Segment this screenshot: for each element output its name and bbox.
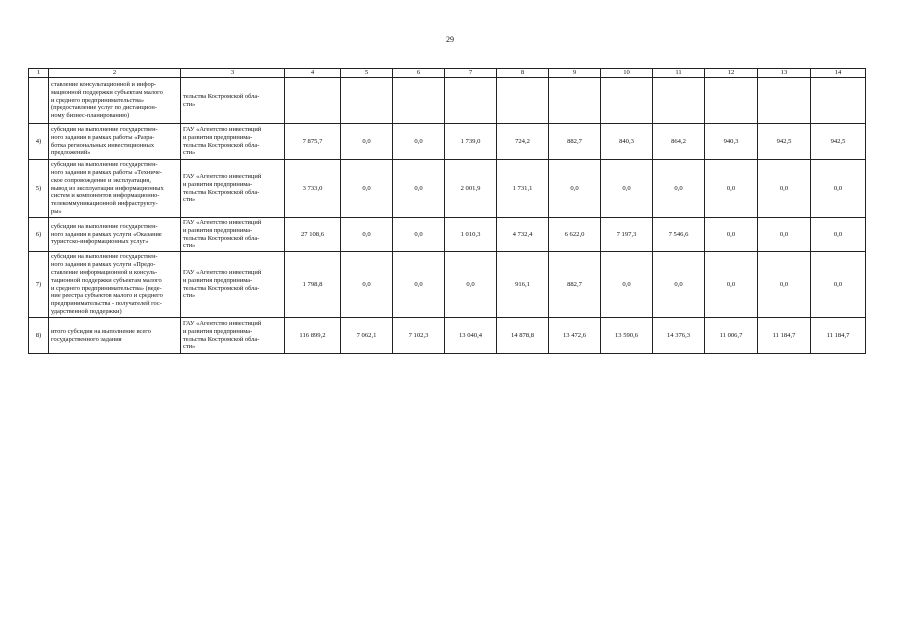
value-cell: 0,0 bbox=[705, 252, 758, 318]
value-cell bbox=[549, 78, 601, 124]
value-cell: 1 731,1 bbox=[497, 160, 549, 218]
description-line: и среднего предпринимательства» (веде- bbox=[51, 284, 162, 292]
table-row bbox=[29, 252, 866, 318]
value-cell: 13 590,6 bbox=[601, 318, 653, 354]
description-line: ское сопровождение и эксплуатация, bbox=[51, 176, 151, 184]
column-header-8: 8 bbox=[497, 69, 549, 78]
row-description bbox=[49, 78, 181, 124]
value-cell: 0,0 bbox=[758, 160, 811, 218]
value-cell bbox=[705, 78, 758, 124]
value-cell bbox=[497, 78, 549, 124]
description-line: предпринимательства - получателей гос- bbox=[51, 300, 162, 308]
value-cell: 0,0 bbox=[341, 252, 393, 318]
value-cell: 0,0 bbox=[341, 124, 393, 160]
table-row bbox=[29, 160, 866, 218]
value-cell: 14 878,8 bbox=[497, 318, 549, 354]
value-cell: 0,0 bbox=[393, 160, 445, 218]
column-header-10: 10 bbox=[601, 69, 653, 78]
organization-line: тельства Костромской обла- bbox=[183, 141, 260, 149]
value-cell: 0,0 bbox=[393, 124, 445, 160]
value-cell bbox=[341, 78, 393, 124]
value-cell: 724,2 bbox=[497, 124, 549, 160]
value-cell: 2 001,9 bbox=[445, 160, 497, 218]
value-cell bbox=[653, 78, 705, 124]
value-cell bbox=[445, 78, 497, 124]
row-index: 6) bbox=[29, 218, 49, 252]
description-line: ного задания в рамках работы «Техниче- bbox=[51, 169, 162, 176]
description-line: телекоммуникационной инфраструкту- bbox=[51, 200, 158, 208]
value-cell: 7 546,6 bbox=[653, 218, 705, 252]
description-line: ставление консультационной и инфор- bbox=[51, 81, 157, 88]
organization-line: и развития предпринима- bbox=[183, 180, 253, 188]
organization-line: тельства Костромской обла- bbox=[183, 92, 260, 100]
value-cell: 7 875,7 bbox=[285, 124, 341, 160]
description-line: вывод из эксплуатации информационных bbox=[51, 184, 164, 192]
value-cell: 13 040,4 bbox=[445, 318, 497, 354]
value-cell: 1 798,8 bbox=[285, 252, 341, 318]
row-organization bbox=[181, 218, 285, 252]
value-cell bbox=[758, 78, 811, 124]
description-line: государственного задания bbox=[51, 335, 122, 343]
table-row bbox=[29, 124, 866, 160]
organization-line: ГАУ «Агентство инвестиций bbox=[183, 125, 262, 133]
organization-line: тельства Костромской обла- bbox=[183, 188, 260, 196]
value-cell bbox=[285, 78, 341, 124]
description-line: итого субсидия на выполнение всего bbox=[51, 327, 151, 335]
row-description bbox=[49, 318, 181, 354]
value-cell: 0,0 bbox=[705, 160, 758, 218]
value-cell: 942,5 bbox=[758, 124, 811, 160]
value-cell: 0,0 bbox=[811, 252, 866, 318]
column-header-5: 5 bbox=[341, 69, 393, 78]
organization-line: ГАУ «Агентство инвестиций bbox=[183, 319, 262, 327]
row-index: 5) bbox=[29, 160, 49, 218]
organization-line: ГАУ «Агентство инвестиций bbox=[183, 172, 262, 180]
value-cell: 0,0 bbox=[393, 218, 445, 252]
value-cell: 916,1 bbox=[497, 252, 549, 318]
row-index: 7) bbox=[29, 252, 49, 318]
value-cell: 0,0 bbox=[601, 160, 653, 218]
description-line: ному бизнес-планированию) bbox=[51, 112, 130, 120]
organization-line: и развития предпринима- bbox=[183, 133, 253, 141]
column-header-11: 11 bbox=[653, 69, 705, 78]
value-cell: 0,0 bbox=[341, 218, 393, 252]
value-cell: 11 006,7 bbox=[705, 318, 758, 354]
description-line: (предоставление услуг по дистанцион- bbox=[51, 104, 157, 112]
description-line: ние реестра субъектов малого и среднего bbox=[51, 292, 163, 300]
row-organization bbox=[181, 160, 285, 218]
value-cell: 11 184,7 bbox=[811, 318, 866, 354]
column-header-1: 1 bbox=[29, 69, 49, 78]
organization-line: и развития предпринима- bbox=[183, 276, 253, 284]
description-line: ного задания в рамках услуги «Предо- bbox=[51, 261, 156, 269]
organization-line: сти» bbox=[183, 196, 196, 204]
value-cell bbox=[393, 78, 445, 124]
page-number: 29 bbox=[446, 35, 454, 44]
value-cell: 840,3 bbox=[601, 124, 653, 160]
column-header-7: 7 bbox=[445, 69, 497, 78]
value-cell: 27 108,6 bbox=[285, 218, 341, 252]
description-line: ного задания в рамках работы «Разра- bbox=[51, 133, 155, 141]
description-line: тационной поддержки субъектам малого bbox=[51, 276, 162, 284]
description-line: туристско-информационных услуг» bbox=[51, 238, 149, 246]
value-cell: 882,7 bbox=[549, 252, 601, 318]
value-cell: 6 622,0 bbox=[549, 218, 601, 252]
column-header-4: 4 bbox=[285, 69, 341, 78]
value-cell: 13 472,6 bbox=[549, 318, 601, 354]
row-organization bbox=[181, 78, 285, 124]
value-cell bbox=[601, 78, 653, 124]
value-cell: 0,0 bbox=[601, 252, 653, 318]
value-cell: 7 197,3 bbox=[601, 218, 653, 252]
description-line: ставление информационной и консуль- bbox=[51, 268, 158, 276]
description-line: субсидия на выполнение государствен- bbox=[51, 125, 158, 133]
row-organization bbox=[181, 124, 285, 160]
description-line: предложений» bbox=[51, 149, 91, 157]
organization-line: сти» bbox=[183, 343, 196, 351]
value-cell: 1 739,0 bbox=[445, 124, 497, 160]
value-cell: 11 184,7 bbox=[758, 318, 811, 354]
organization-line: и развития предпринима- bbox=[183, 327, 253, 335]
organization-line: тельства Костромской обла- bbox=[183, 284, 260, 292]
organization-line: тельства Костромской обла- bbox=[183, 234, 260, 242]
value-cell: 942,5 bbox=[811, 124, 866, 160]
row-organization bbox=[181, 318, 285, 354]
row-index: 8) bbox=[29, 318, 49, 354]
organization-line: ГАУ «Агентство инвестиций bbox=[183, 218, 262, 226]
value-cell: 7 062,1 bbox=[341, 318, 393, 354]
column-header-12: 12 bbox=[705, 69, 758, 78]
row-description bbox=[49, 252, 181, 318]
description-line: ного задания в рамках услуги «Оказание bbox=[51, 230, 162, 238]
row-organization bbox=[181, 252, 285, 318]
value-cell: 0,0 bbox=[393, 252, 445, 318]
column-header-9: 9 bbox=[549, 69, 601, 78]
table-row bbox=[29, 218, 866, 252]
value-cell: 14 376,3 bbox=[653, 318, 705, 354]
value-cell: 864,2 bbox=[653, 124, 705, 160]
value-cell: 940,3 bbox=[705, 124, 758, 160]
column-header-3: 3 bbox=[181, 69, 285, 78]
value-cell: 0,0 bbox=[653, 160, 705, 218]
row-description bbox=[49, 160, 181, 218]
value-cell: 0,0 bbox=[811, 160, 866, 218]
organization-line: ГАУ «Агентство инвестиций bbox=[183, 268, 262, 276]
value-cell bbox=[811, 78, 866, 124]
organization-line: сти» bbox=[183, 292, 196, 300]
value-cell: 4 732,4 bbox=[497, 218, 549, 252]
value-cell: 7 102,3 bbox=[393, 318, 445, 354]
table-row bbox=[29, 78, 866, 124]
value-cell: 0,0 bbox=[705, 218, 758, 252]
organization-line: сти» bbox=[183, 149, 196, 157]
column-header-6: 6 bbox=[393, 69, 445, 78]
organization-line: сти» bbox=[183, 242, 196, 250]
value-cell: 0,0 bbox=[549, 160, 601, 218]
value-cell: 0,0 bbox=[653, 252, 705, 318]
row-description bbox=[49, 218, 181, 252]
budget-table bbox=[28, 68, 866, 354]
column-header-14: 14 bbox=[811, 69, 866, 78]
description-line: ударственной поддержки) bbox=[51, 307, 122, 315]
row-index bbox=[29, 78, 49, 124]
value-cell: 882,7 bbox=[549, 124, 601, 160]
value-cell: 0,0 bbox=[758, 252, 811, 318]
description-line: субсидия на выполнение государствен- bbox=[51, 253, 158, 261]
organization-line: и развития предпринима- bbox=[183, 226, 253, 234]
description-line: субсидия на выполнение государствен- bbox=[51, 222, 158, 230]
value-cell: 0,0 bbox=[811, 218, 866, 252]
value-cell: 116 899,2 bbox=[285, 318, 341, 354]
column-header-13: 13 bbox=[758, 69, 811, 78]
organization-line: тельства Костромской обла- bbox=[183, 335, 260, 343]
header-row bbox=[29, 69, 866, 78]
organization-line: сти» bbox=[183, 100, 196, 108]
description-line: субсидия на выполнение государствен- bbox=[51, 161, 158, 169]
column-header-2: 2 bbox=[49, 69, 181, 78]
description-line: систем и компонентов информационно- bbox=[51, 192, 160, 200]
value-cell: 0,0 bbox=[758, 218, 811, 252]
value-cell: 0,0 bbox=[445, 252, 497, 318]
row-index: 4) bbox=[29, 124, 49, 160]
table-row bbox=[29, 318, 866, 354]
description-line: ры» bbox=[51, 208, 62, 216]
value-cell: 1 010,3 bbox=[445, 218, 497, 252]
description-line: ботка региональных инвестиционных bbox=[51, 141, 155, 149]
value-cell: 3 733,0 bbox=[285, 160, 341, 218]
description-line: и среднего предпринимательства» bbox=[51, 96, 145, 104]
description-line: мационной поддержки субъектам малого bbox=[51, 88, 163, 96]
value-cell: 0,0 bbox=[341, 160, 393, 218]
row-description bbox=[49, 124, 181, 160]
